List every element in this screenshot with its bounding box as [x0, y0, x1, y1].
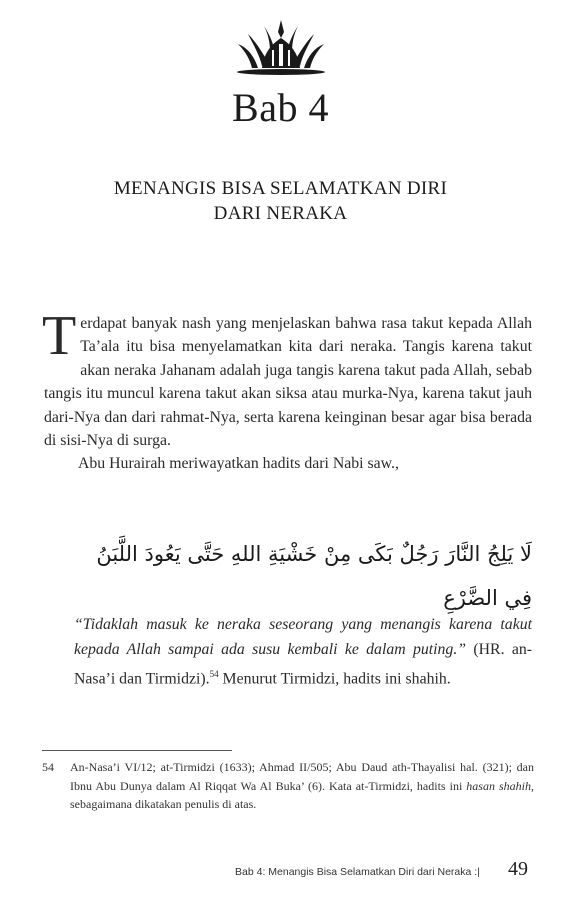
chapter-title — [40, 176, 521, 226]
footnote-reference: 54 — [209, 669, 219, 679]
footnote-text-before: An-Nasa’i VI/12; at-Tirmidzi (1633); Ahmad II/505; Abu Daud ath-Thayalisi hal. (321); dan Ibnu Abu Dunya dalam Al Riqqat Wa Al Buka’ (6). Kata at-Tirmidzi, hadits ini — [70, 760, 534, 793]
footnote-text — [70, 758, 534, 814]
footnote-italic: hasan shahih — [466, 778, 531, 793]
arabic-hadith — [40, 532, 532, 620]
paragraph-1-text: erdapat banyak nash yang menjelaskan bahwa rasa takut kepada Allah Ta’ala itu bisa menyelamatkan kita dari neraka. Tangis karena takut akan neraka Jahanam adalah juga tangis karena takut pada Allah, sebab tangis itu muncul karena takut akan siksa atau murka-Nya, karena takut jauh dari-Nya dan dari rahmat-Nya, serta karena keinginan besar agar bisa berada di sisi-Nya di surga. — [44, 315, 532, 450]
paragraph-1 — [42, 305, 532, 452]
chapter-title-line-2: DARI NERAKA — [213, 203, 348, 224]
chapter-heading: Bab 4 — [232, 85, 329, 130]
footnote-number: 54 — [42, 760, 54, 774]
translation-source: (HR. an-Nasa’i dan Tirmidzi). — [74, 641, 532, 688]
arabic-line-1: لَا يَلِجُ النَّارَ رَجُلٌ بَكَى مِنْ خَشْيَةِ اللهِ حَتَّى يَعُودَ اللَّبَنُ — [96, 542, 532, 566]
running-footer: Bab 4: Menangis Bisa Selamatkan Diri dari Neraka :| — [235, 866, 480, 878]
arabic-line-2: فِي الضَّرْعِ — [443, 586, 532, 610]
paragraph-2: Abu Hurairah meriwayatkan hadits dari Nabi saw., — [78, 455, 399, 473]
translation-italic: “Tidaklah masuk ke neraka seseorang yang menangis karena takut kepada Allah sampai ada susu kembali ke dalam puting.” — [74, 616, 532, 658]
footnote-divider — [42, 750, 232, 751]
chapter-title-line-1: MENANGIS BISA SELAMATKAN DIRI — [113, 178, 448, 199]
footnote — [42, 758, 534, 814]
page-number: 49 — [508, 858, 528, 880]
translation-after: Menurut Tirmidzi, hadits ini shahih. — [218, 670, 451, 688]
drop-cap: T — [42, 305, 77, 367]
ornament-icon — [228, 18, 334, 80]
footnote-text-after: , sebagaimana dikatakan penulis di atas. — [70, 778, 534, 811]
body-text — [42, 305, 532, 476]
hadith-translation — [74, 612, 532, 691]
